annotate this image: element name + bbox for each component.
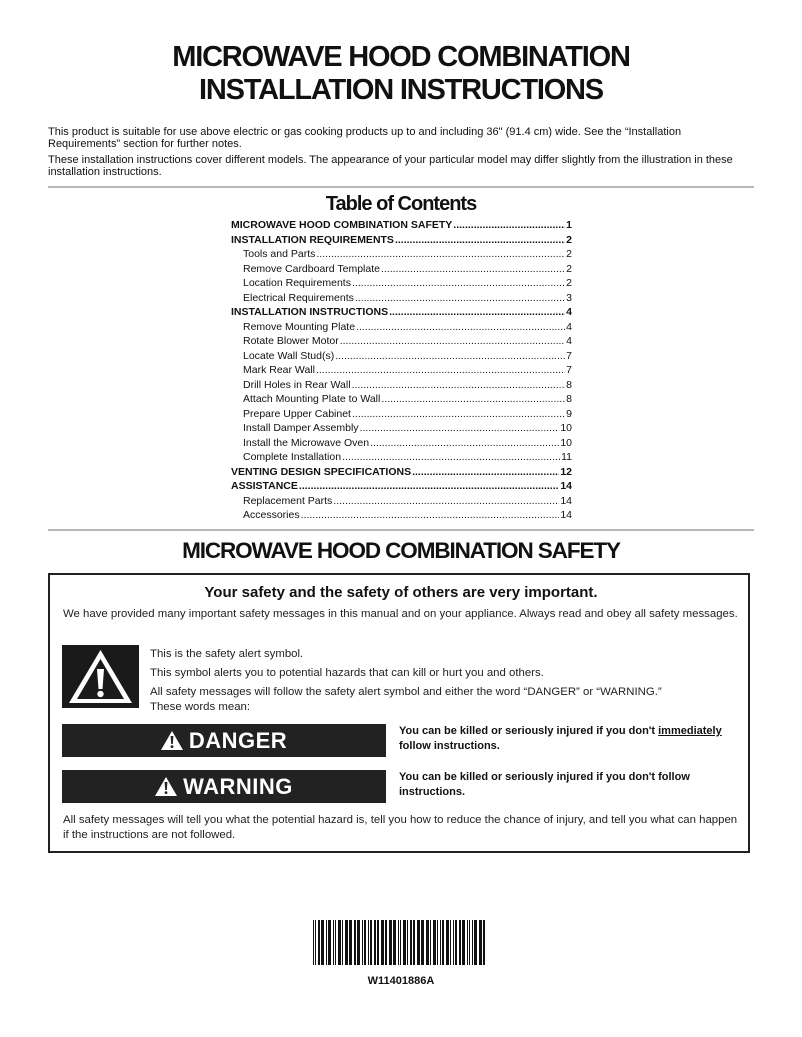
toc-entry-label: INSTALLATION INSTRUCTIONS <box>231 306 389 318</box>
barcode-bar <box>328 920 331 965</box>
safety-footer: All safety messages will tell you what the potential hazard is, tell you how to reduce the chance of injury, and tell you what can happen if the instructions are not followed. <box>63 814 738 841</box>
barcode-bar <box>354 920 356 965</box>
toc-entry <box>231 450 572 465</box>
toc-leader-dots <box>342 450 560 465</box>
danger-alert-icon <box>161 731 183 750</box>
barcode-bar <box>459 920 461 965</box>
barcode-bar <box>321 920 324 965</box>
toc-entry-page: 2 <box>566 248 572 260</box>
barcode-bar <box>469 920 470 965</box>
toc-leader-dots <box>301 508 560 523</box>
barcode-bar <box>446 920 449 965</box>
toc-entry-page: 2 <box>566 233 572 246</box>
barcode-bar <box>467 920 468 965</box>
danger-text-prefix: You can be killed or seriously injured if you don't <box>399 725 659 737</box>
toc-entry-page: 14 <box>560 509 572 521</box>
toc-entry <box>231 363 572 378</box>
barcode-bar <box>417 920 420 965</box>
barcode-bar <box>333 920 334 965</box>
danger-signal-panel <box>62 724 386 757</box>
document-title-line2: INSTALLATION INSTRUCTIONS <box>199 74 603 106</box>
barcode-bar <box>440 920 441 965</box>
toc-entry-label: INSTALLATION REQUIREMENTS <box>231 233 394 246</box>
toc-entry-page: 10 <box>560 422 572 434</box>
toc-entry-label: Install Damper Assembly <box>243 422 359 434</box>
toc-entry-page: 7 <box>566 364 572 376</box>
toc-leader-dots <box>381 262 565 277</box>
toc-leader-dots <box>381 392 565 407</box>
barcode-bar <box>362 920 363 965</box>
barcode-bar <box>474 920 477 965</box>
toc-entry <box>231 494 572 509</box>
safety-section-title: MICROWAVE HOOD COMBINATION SAFETY <box>182 538 620 563</box>
toc-entry <box>231 218 572 233</box>
intro-paragraph-1: This product is suitable for use above electric or gas cooking products up to and including 36" (91.4 cm) wide. See the “Installation Requirements” section for further notes. <box>48 126 682 150</box>
toc-entry <box>231 334 572 349</box>
toc-entry-page: 8 <box>566 378 572 391</box>
warning-description: You can be killed or seriously injured if you don't follow instructions. <box>399 771 690 798</box>
barcode-bar <box>450 920 451 965</box>
toc-entry <box>231 421 572 436</box>
toc-leader-dots <box>352 407 565 422</box>
barcode-bar <box>381 920 384 965</box>
barcode-bar <box>472 920 473 965</box>
barcode-bar <box>453 920 454 965</box>
toc-entry <box>231 262 572 277</box>
toc-leader-dots <box>333 494 559 509</box>
barcode-bar <box>393 920 396 965</box>
toc-leader-dots <box>355 291 565 306</box>
toc-leader-dots <box>360 421 560 436</box>
safety-heading: Your safety and the safety of others are very important. <box>204 584 598 601</box>
warning-alert-icon <box>155 777 177 796</box>
divider-top <box>48 186 754 188</box>
barcode-bar <box>403 920 406 965</box>
barcode-bar <box>483 920 485 965</box>
toc-entry <box>231 479 572 494</box>
symbol-description-3: All safety messages will follow the safety alert symbol and either the word “DANGER” or “WARNING.” These words mean: <box>150 686 662 713</box>
toc-entry-label: Mark Rear Wall <box>243 364 315 376</box>
toc-entry-page: 12 <box>560 465 572 478</box>
toc-entry-label: Complete Installation <box>243 451 342 463</box>
toc-leader-dots <box>370 436 559 451</box>
toc-entry-page: 7 <box>566 349 572 362</box>
barcode-bar <box>407 920 408 965</box>
toc-entry-label: Rotate Blower Motor <box>243 335 339 347</box>
toc-entry-label: VENTING DESIGN SPECIFICATIONS <box>231 465 412 478</box>
warning-label: WARNING <box>183 773 293 799</box>
barcode-bar <box>345 920 348 965</box>
toc-leader-dots <box>316 247 565 262</box>
barcode-bar <box>385 920 387 965</box>
barcode-bar <box>400 920 401 965</box>
safety-alert-symbol-icon <box>62 645 139 708</box>
toc-leader-dots <box>299 479 559 494</box>
toc-entry-label: Drill Holes in Rear Wall <box>243 378 351 391</box>
barcode-image <box>313 920 489 965</box>
warning-signal-panel <box>62 770 386 803</box>
toc-entry <box>231 465 572 480</box>
toc-entry-page: 4 <box>566 335 572 347</box>
toc-leader-dots <box>352 378 566 393</box>
barcode-bar <box>338 920 341 965</box>
danger-description <box>399 724 747 754</box>
toc-entry-label: Replacement Parts <box>243 494 333 507</box>
toc-entry-page: 9 <box>566 407 572 420</box>
toc-entry <box>231 407 572 422</box>
danger-label: DANGER <box>188 727 288 753</box>
toc-entry <box>231 392 572 407</box>
toc-leader-dots <box>356 320 565 335</box>
toc-entry <box>231 247 572 262</box>
barcode-bar <box>318 920 320 965</box>
toc-entry-page: 1 <box>566 219 572 231</box>
barcode-bar <box>437 920 438 965</box>
barcode-bar <box>389 920 392 965</box>
toc-entry <box>231 508 572 523</box>
barcode-bar <box>433 920 436 965</box>
toc-entry <box>231 233 572 248</box>
toc-entry-page: 4 <box>566 306 572 318</box>
toc-leader-dots <box>412 465 559 480</box>
toc-entry-label: Location Requirements <box>243 277 351 289</box>
toc-entry-page: 10 <box>560 436 572 449</box>
barcode-bar <box>364 920 366 965</box>
toc-entry-page: 2 <box>566 277 572 289</box>
toc-entry-label: Tools and Parts <box>243 248 316 260</box>
divider-middle <box>48 529 754 531</box>
toc-entry-page: 2 <box>566 262 572 275</box>
barcode-bar <box>479 920 482 965</box>
barcode-bar <box>398 920 399 965</box>
toc-entry-label: Prepare Upper Cabinet <box>243 407 351 420</box>
barcode-bar <box>313 920 314 965</box>
toc-entry <box>231 378 572 393</box>
barcode-bar <box>455 920 457 965</box>
toc-entry <box>231 349 572 364</box>
barcode-bar <box>349 920 352 965</box>
barcode-bar <box>426 920 429 965</box>
symbol-description-1: This is the safety alert symbol. <box>150 648 304 660</box>
barcode-bar <box>315 920 316 965</box>
barcode-number: W11401886A <box>367 975 435 987</box>
barcode-bar <box>368 920 369 965</box>
toc-entry-label: Locate Wall Stud(s) <box>243 349 335 362</box>
barcode-bar <box>430 920 431 965</box>
toc-entry-page: 11 <box>561 451 572 463</box>
toc-leader-dots <box>316 363 565 378</box>
barcode-bar <box>410 920 412 965</box>
barcode-bar <box>357 920 360 965</box>
toc-entry <box>231 305 572 320</box>
barcode-bar <box>413 920 415 965</box>
toc-entry <box>231 436 572 451</box>
toc-entry-page: 14 <box>560 494 572 507</box>
danger-text-emphasis: immediately <box>658 725 722 737</box>
toc-entry-page: 8 <box>566 393 572 405</box>
toc-entry-page: 3 <box>566 291 572 304</box>
barcode-bar <box>342 920 343 965</box>
toc-leader-dots <box>453 218 565 233</box>
toc-entry-label: Remove Mounting Plate <box>243 320 356 333</box>
toc-leader-dots <box>340 334 565 349</box>
toc-entry-label: Accessories <box>243 509 300 521</box>
barcode-bar <box>421 920 424 965</box>
table-of-contents <box>231 218 572 523</box>
toc-entry-label: Attach Mounting Plate to Wall <box>243 393 381 405</box>
symbol-description-2: This symbol alerts you to potential hazards that can kill or hurt you and others. <box>150 667 544 679</box>
intro-paragraph-2: These installation instructions cover different models. The appearance of your particular model may differ slightly from the illustration in these installation instructions. <box>48 154 733 178</box>
toc-leader-dots <box>389 305 565 320</box>
toc-entry-label: Install the Microwave Oven <box>243 436 370 449</box>
barcode-bar <box>442 920 444 965</box>
barcode-bar <box>326 920 327 965</box>
toc-entry-label: MICROWAVE HOOD COMBINATION SAFETY <box>231 219 453 231</box>
toc-heading: Table of Contents <box>325 193 477 215</box>
toc-entry <box>231 276 572 291</box>
toc-entry-label: Electrical Requirements <box>243 291 354 304</box>
toc-entry-page: 4 <box>566 320 572 333</box>
toc-entry <box>231 291 572 306</box>
barcode-bar <box>370 920 372 965</box>
document-title-line1: MICROWAVE HOOD COMBINATION <box>172 41 630 73</box>
danger-text-suffix: follow instructions. <box>399 740 500 752</box>
safety-intro: We have provided many important safety messages in this manual and on your appliance. Always read and obey all safety messages. <box>63 608 738 620</box>
toc-leader-dots <box>335 349 565 364</box>
toc-entry-page: 14 <box>560 480 572 492</box>
toc-entry-label: ASSISTANCE <box>231 480 298 492</box>
toc-leader-dots <box>395 233 565 248</box>
toc-leader-dots <box>352 276 565 291</box>
barcode-bar <box>374 920 376 965</box>
barcode-bar <box>335 920 336 965</box>
barcode-bar <box>377 920 379 965</box>
toc-entry-label: Remove Cardboard Template <box>243 262 380 275</box>
toc-entry <box>231 320 572 335</box>
barcode-bar <box>462 920 465 965</box>
